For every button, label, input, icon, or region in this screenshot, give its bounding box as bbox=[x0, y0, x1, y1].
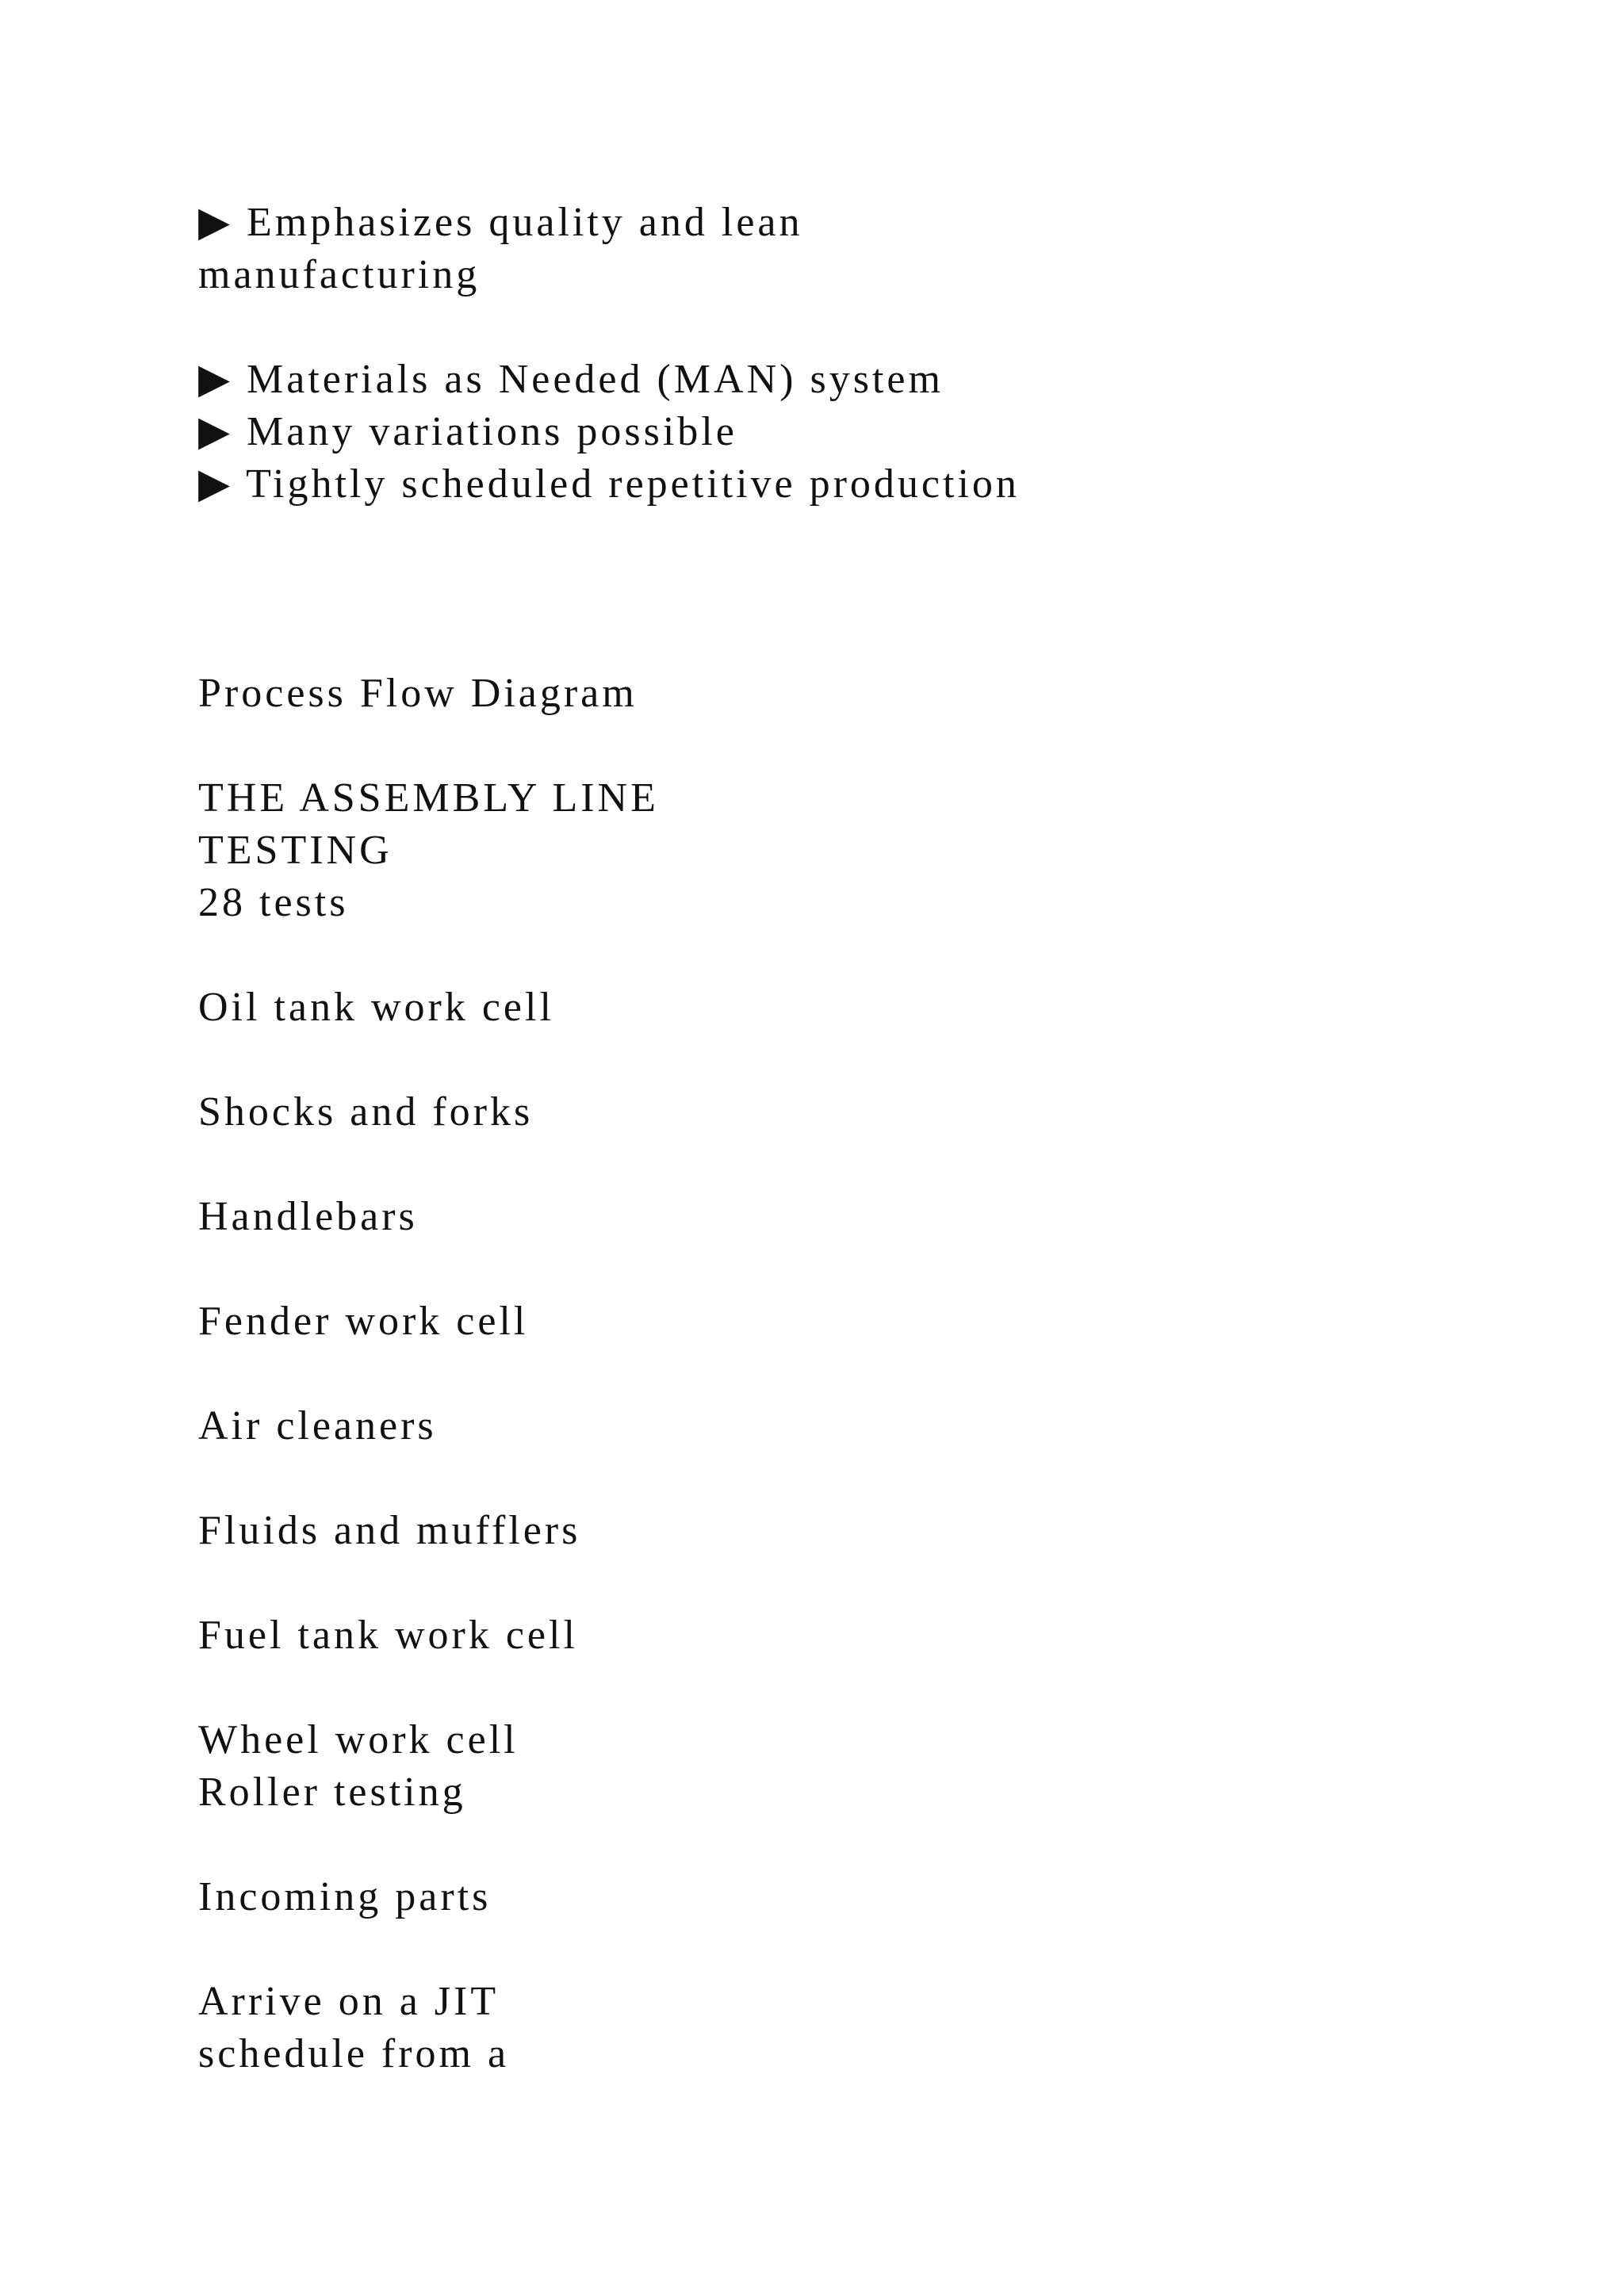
wheel-work-cell: Wheel work cell bbox=[198, 1717, 519, 1762]
bullet-text-quality: Emphasizes quality and lean bbox=[247, 200, 803, 245]
bullet-text-man-system: Materials as Needed (MAN) system bbox=[247, 357, 944, 402]
incoming-parts: Incoming parts bbox=[198, 1874, 492, 1919]
jit-arrival-line-2: schedule from a bbox=[198, 2031, 510, 2076]
tests-count: 28 tests bbox=[198, 880, 349, 925]
bullet-line-scheduled-production bbox=[198, 458, 1020, 511]
fluids-and-mufflers: Fluids and mufflers bbox=[198, 1508, 581, 1553]
shocks-and-forks: Shocks and forks bbox=[198, 1089, 534, 1135]
bullet-line-quality bbox=[198, 197, 802, 249]
bullet-line-man-system bbox=[198, 354, 944, 406]
bullet-line-variations bbox=[198, 406, 737, 458]
roller-testing: Roller testing bbox=[198, 1770, 466, 1815]
assembly-line-heading: THE ASSEMBLY LINE bbox=[198, 775, 659, 821]
oil-tank-work-cell: Oil tank work cell bbox=[198, 985, 554, 1030]
section-title: Process Flow Diagram bbox=[198, 671, 638, 716]
handlebars: Handlebars bbox=[198, 1194, 418, 1239]
bullet-text-scheduled-production: Tightly scheduled repetitive production bbox=[246, 461, 1020, 507]
fender-work-cell: Fender work cell bbox=[198, 1299, 529, 1344]
fuel-tank-work-cell: Fuel tank work cell bbox=[198, 1613, 578, 1658]
bullet-arrow-icon: ▶ bbox=[198, 409, 233, 454]
bullet-arrow-icon: ▶ bbox=[198, 357, 233, 402]
bullet-continuation-manufacturing: manufacturing bbox=[198, 252, 481, 297]
bullet-arrow-icon: ▶ bbox=[198, 200, 233, 245]
air-cleaners: Air cleaners bbox=[198, 1403, 437, 1448]
bullet-text-variations: Many variations possible bbox=[247, 409, 737, 454]
jit-arrival-line-1: Arrive on a JIT bbox=[198, 1979, 500, 2024]
testing-label: TESTING bbox=[198, 828, 393, 873]
bullet-arrow-icon: ▶ bbox=[198, 461, 233, 507]
